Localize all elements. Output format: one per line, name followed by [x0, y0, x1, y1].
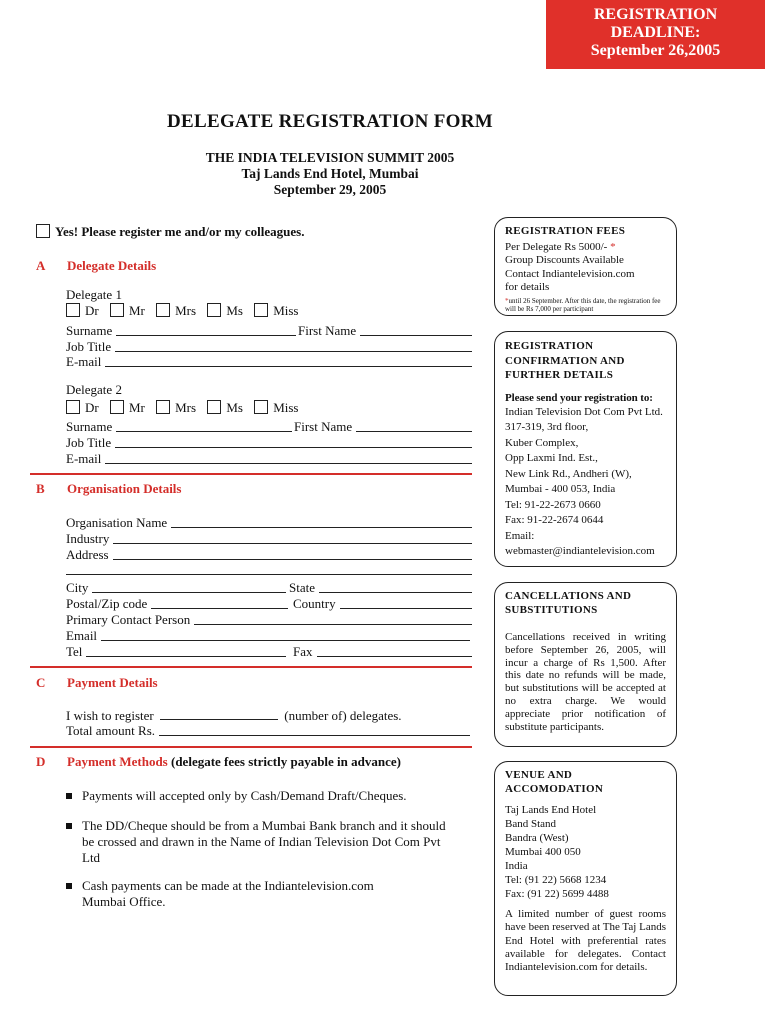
section-divider [30, 746, 472, 748]
address-field[interactable] [66, 547, 472, 563]
section-d-letter: D [36, 754, 46, 769]
delegate-2-surname-field[interactable] [66, 419, 292, 435]
fax-field[interactable] [293, 644, 472, 660]
total-amount-label: Total amount Rs. [66, 723, 156, 738]
salutation-checkbox[interactable] [207, 400, 221, 414]
section-c-letter: C [36, 675, 46, 690]
deadline-line-1: REGISTRATION [593, 6, 718, 23]
section-d-note: (delegate fees strictly payable in advance) [171, 754, 401, 769]
section-b-title: Organisation Details [67, 481, 182, 496]
fees-asterisk: * [610, 240, 616, 253]
confirmation-fax: Fax: 91-22-2674 0644 [505, 514, 604, 526]
city-field[interactable] [66, 580, 286, 596]
salutation-checkbox[interactable] [254, 303, 268, 317]
register-checkbox[interactable] [36, 224, 50, 238]
confirmation-address-line: Kuber Complex, [505, 436, 579, 449]
confirmation-tel: Tel: 91-22-2673 0660 [505, 498, 601, 511]
delegate-1-label: Delegate 1 [66, 287, 122, 302]
delegate-2-email-field[interactable] [66, 451, 472, 467]
org-email-field[interactable] [66, 628, 470, 644]
venue-heading-2: ACCOMODATION [505, 782, 604, 795]
bullet-icon [66, 823, 72, 829]
register-label: I wish to register [66, 708, 154, 723]
salutation-checkbox[interactable] [156, 303, 170, 317]
state-label: State [289, 580, 315, 595]
bullet-icon [66, 883, 72, 889]
confirmation-address-line: Indian Television Dot Com Pvt Ltd. [505, 405, 663, 418]
venue-box [494, 761, 677, 996]
section-a-title: Delegate Details [67, 258, 157, 273]
delegate-1-first-name-field[interactable] [298, 323, 472, 339]
registration-confirmation-box [494, 331, 677, 567]
section-c-title: Payment Details [67, 675, 158, 690]
venue-address-line: Mumbai 400 050 [505, 846, 581, 858]
venue-fax: Fax: (91 22) 5699 4488 [505, 888, 609, 900]
postal-code-field[interactable] [66, 596, 288, 612]
primary-contact-label: Primary Contact Person [66, 612, 191, 627]
delegate-2-salutations [66, 400, 306, 416]
total-amount-field[interactable] [66, 723, 470, 739]
salutation-label: Mr [128, 400, 145, 415]
primary-contact-field[interactable] [66, 612, 472, 628]
organisation-name-label: Organisation Name [66, 515, 168, 530]
section-b-letter: B [36, 481, 45, 496]
venue-text: A limited number of guest rooms have been reserved at The Taj Lands End Hotel with preferential rates available for delegates. Contact Indiantelevision.com for details. [505, 908, 666, 974]
venue-address-line: Band Stand [505, 818, 557, 830]
section-divider [30, 666, 472, 668]
surname-label: Surname [66, 323, 113, 338]
fax-label: Fax [293, 644, 313, 659]
industry-field[interactable] [66, 531, 472, 547]
confirmation-send-to: Please send your registration to: [505, 391, 653, 404]
deadline-line-2: DEADLINE: [610, 24, 701, 41]
number-of-delegates-label: (number of) delegates. [284, 708, 402, 723]
fees-footnote: until 26 September. After this date, the registration fee will be Rs 7,000 per participant [505, 296, 661, 313]
delegate-1-salutations [66, 303, 306, 319]
event-date: September 29, 2005 [273, 182, 387, 197]
delegate-count-input[interactable] [160, 709, 278, 720]
salutation-label: Dr [85, 303, 99, 318]
salutation-label: Mr [128, 303, 145, 318]
surname-label: Surname [66, 419, 113, 434]
fees-heading: REGISTRATION FEES [505, 225, 626, 237]
confirmation-address-line: Opp Laxmi Ind. Est., [505, 452, 598, 464]
email-label: E-mail [66, 451, 102, 466]
first-name-label: First Name [294, 419, 353, 434]
cancellations-box [494, 582, 677, 747]
confirmation-address-line: Mumbai - 400 053, India [505, 483, 616, 495]
venue-address-line: India [505, 860, 528, 872]
salutation-checkbox[interactable] [66, 303, 80, 317]
job-title-label: Job Title [66, 339, 112, 354]
cancellations-heading-1: CANCELLATIONS AND [505, 590, 632, 602]
delegate-2-label: Delegate 2 [66, 382, 122, 397]
venue-tel: Tel: (91 22) 5668 1234 [505, 874, 607, 886]
confirmation-heading-1: REGISTRATION [505, 340, 594, 352]
fees-contact: Contact Indiantelevision.com [505, 267, 635, 280]
country-field[interactable] [293, 596, 472, 612]
confirmation-address-line: New Link Rd., Andheri (W), [505, 467, 632, 480]
confirmation-heading-2: CONFIRMATION AND [505, 354, 625, 367]
bullet-icon [66, 793, 72, 799]
cancellations-heading-2: SUBSTITUTIONS [505, 603, 598, 616]
salutation-label: Mrs [175, 400, 197, 415]
payment-method-item: Payments will accepted only by Cash/Demand Draft/Cheques. [66, 788, 456, 804]
address-line-2-field[interactable] [66, 563, 472, 578]
salutation-checkbox[interactable] [110, 400, 124, 414]
industry-label: Industry [66, 531, 110, 546]
salutation-label: Ms [226, 400, 243, 415]
deadline-line-3: September 26,2005 [590, 42, 721, 59]
section-a-letter: A [36, 258, 46, 273]
postal-code-label: Postal/Zip code [66, 596, 148, 611]
fees-group: Group Discounts Available [505, 254, 624, 266]
delegate-1-email-field[interactable] [66, 354, 472, 370]
register-checkbox-label: Yes! Please register me and/or my colleagues. [55, 224, 305, 239]
salutation-checkbox[interactable] [156, 400, 170, 414]
form-title: DELEGATE REGISTRATION FORM [167, 111, 493, 132]
delegate-1-surname-field[interactable] [66, 323, 296, 339]
confirmation-email-link[interactable]: webmaster@indiantelevision.com [505, 545, 655, 557]
registration-deadline-banner [546, 0, 765, 69]
salutation-label: Ms [226, 303, 243, 318]
salutation-label: Dr [85, 400, 99, 415]
confirmation-email-label: Email: [505, 529, 535, 542]
delegate-2-job-title-field[interactable] [66, 435, 472, 451]
confirmation-heading-3: FURTHER DETAILS [505, 369, 614, 381]
first-name-label: First Name [298, 323, 357, 338]
delegate-1-job-title-field[interactable] [66, 339, 472, 355]
event-name: THE INDIA TELEVISION SUMMIT 2005 [205, 150, 455, 165]
cancellations-text: Cancellations received in writing before September 26, 2005, will incur a charge of Rs 1,500. After this date no refunds will be made, but substitutions will be accepted at no extra charge. We would appreciate prior notification of substitute participants. [505, 631, 666, 733]
tel-label: Tel [66, 644, 83, 659]
organisation-name-field[interactable] [66, 515, 472, 531]
fees-details: for details [505, 281, 550, 293]
payment-method-item: Cash payments can be made at the Indiantelevision.com Mumbai Office. [66, 878, 396, 910]
section-d-heading [67, 754, 401, 770]
delegate-2-first-name-field[interactable] [294, 419, 472, 435]
salutation-checkbox[interactable] [207, 303, 221, 317]
venue-address-line: Bandra (West) [505, 832, 569, 844]
tel-field[interactable] [66, 644, 286, 660]
fees-per-delegate: Per Delegate Rs 5000/- [505, 240, 608, 253]
job-title-label: Job Title [66, 435, 112, 450]
state-field[interactable] [289, 580, 472, 596]
salutation-checkbox[interactable] [254, 400, 268, 414]
city-label: City [66, 580, 89, 595]
register-checkbox-row [36, 224, 304, 240]
register-count-row [66, 708, 402, 724]
section-d-title: Payment Methods [67, 754, 168, 769]
salutation-label: Mrs [175, 303, 197, 318]
country-label: Country [293, 596, 336, 611]
venue-heading-1: VENUE AND [505, 769, 573, 781]
payment-method-item: The DD/Cheque should be from a Mumbai Bank branch and it should be crossed and drawn in the Name of Indian Television Dot Com Pvt Ltd [66, 818, 446, 866]
salutation-label: Miss [273, 400, 299, 415]
salutation-checkbox[interactable] [66, 400, 80, 414]
registration-fees-box [494, 217, 677, 316]
venue-address-line: Taj Lands End Hotel [505, 804, 597, 816]
salutation-checkbox[interactable] [110, 303, 124, 317]
salutation-label: Miss [273, 303, 299, 318]
event-venue: Taj Lands End Hotel, Mumbai [241, 166, 419, 181]
email-label: E-mail [66, 354, 102, 369]
confirmation-address-line: 317-319, 3rd floor, [505, 421, 589, 433]
footnote-mark: * [505, 296, 509, 305]
section-divider [30, 473, 472, 475]
org-email-label: Email [66, 628, 98, 643]
address-label: Address [66, 547, 109, 562]
